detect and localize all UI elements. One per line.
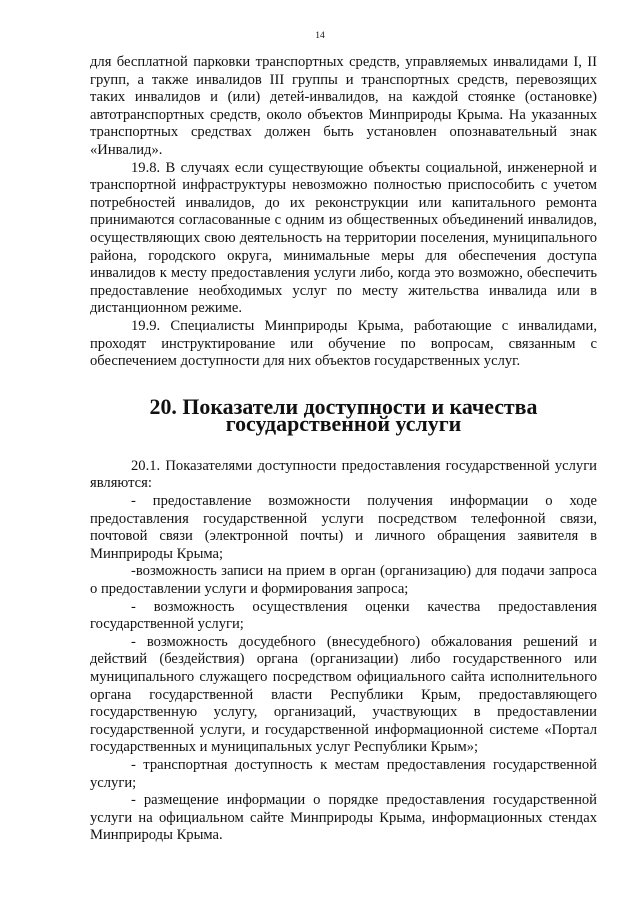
list-item-transport-access: - транспортная доступность к местам предоставления государственной услуги; [90,756,597,791]
list-item-information-placement: - размещение информации о порядке предоставления государственной услуги на официальном сайте Минприроды Крыма, информационных стендах Минприроды Крыма. [90,792,597,844]
paragraph-parking-continuation: для бесплатной парковки транспортных средств, управляемых инвалидами I, II групп, а также инвалидов III группы и транспортных средств, перевозящих таких инвалидов и (или) детей-инвалидов, на каждой стоянке (остановке) автотранспортных средств, около объектов Минприроды Крыма. На указанных транспортных средствах должен быть установлен опознавательный знак «Инвалид». [90,54,597,158]
section-heading: 20. Показатели доступности и качества государственной услуги [149,393,538,437]
list-item-information: - предоставление возможности получения информации о ходе предоставления государственной услуги посредством телефонной связи, почтовой связи (электронной почты) и личного обращения заявителя в Минприроды Крыма; [90,493,597,562]
list-item-appointment: -возможность записи на прием в орган (организацию) для подачи запроса о предоставлении услуги и формирования запроса; [90,563,597,598]
paragraph-19-9: 19.9. Специалисты Минприроды Крыма, работающие с инвалидами, проходят инструктирование или обучение по вопросам, связанным с обеспечением доступности для них объектов государственных услуг. [90,317,597,370]
list-item-quality-assessment: - возможность осуществления оценки качества предоставления государственной услуги; [90,598,597,633]
list-item-appeal: - возможность досудебного (внесудебного) обжалования решений и действий (бездействия) органа (организации) либо государственного или муниципального служащего посредством официального сайта исполнительного органа государственной власти Республики Крым, предоставляющего государственную услугу, организаций, участвующих в предоставлении государственной услуги, и государственной информационной системе «Портал государственных и муниципальных услуг Республики Крым»; [90,633,597,756]
paragraph-19-8: 19.8. В случаях если существующие объекты социальной, инженерной и транспортной инфраструктуры невозможно полностью приспособить с учетом потребностей инвалидов, до их реконструкции или капитального ремонта принимаются согласованные с одним из общественных объединений инвалидов, осуществляющих свою деятельность на территории поселения, муниципального района, городского округа, минимальные меры для обеспечения доступа инвалидов к месту предоставления услуги либо, когда это возможно, обеспечить предоставление необходимых услуг по месту жительства инвалида или в дистанционном режиме. [90,159,597,317]
paragraph-20-1: 20.1. Показателями доступности предоставления государственной услуги являются: [90,457,597,492]
page-number: 14 [315,31,325,41]
page-content [90,54,597,845]
